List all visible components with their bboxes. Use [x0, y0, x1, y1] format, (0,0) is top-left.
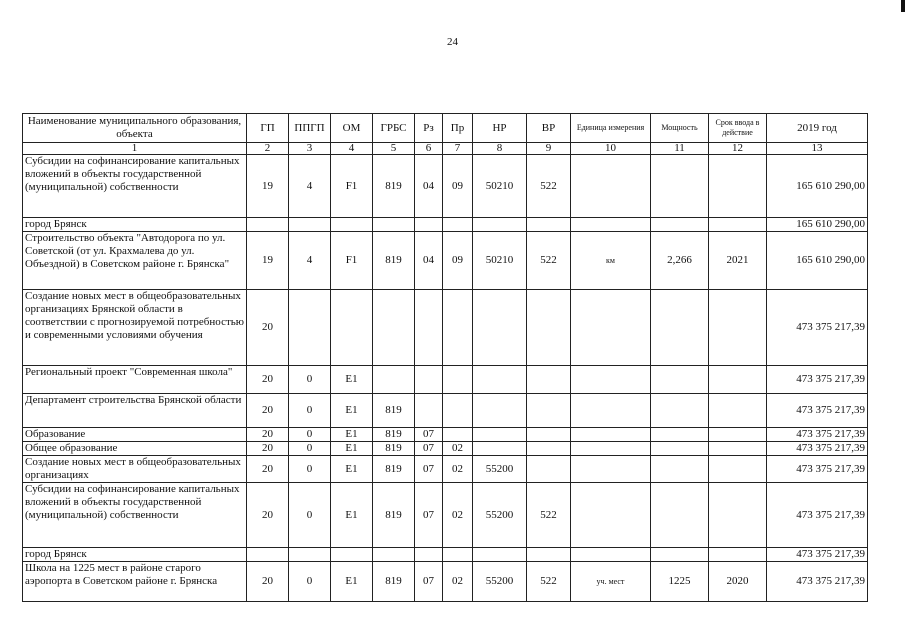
table-cell: 02	[443, 483, 473, 548]
table-cell	[651, 290, 709, 366]
header-cell: Рз	[415, 114, 443, 143]
index-cell: 6	[415, 143, 443, 155]
table-cell: 4	[289, 232, 331, 290]
table-cell: 0	[289, 442, 331, 456]
table-cell	[709, 483, 767, 548]
table-cell	[373, 290, 415, 366]
table-cell	[473, 366, 527, 394]
header-cell: ППГП	[289, 114, 331, 143]
row-name-cell: Департамент строительства Брянской области	[23, 394, 247, 428]
budget-table	[22, 113, 868, 602]
table-cell: 50210	[473, 155, 527, 218]
table-row	[23, 394, 868, 428]
table-cell: 20	[247, 456, 289, 483]
table-cell: 819	[373, 442, 415, 456]
index-cell: 9	[527, 143, 571, 155]
table-cell: 09	[443, 232, 473, 290]
table-cell: 819	[373, 483, 415, 548]
table-cell	[571, 548, 651, 562]
table-cell: 819	[373, 456, 415, 483]
table-cell	[709, 548, 767, 562]
table-cell	[527, 394, 571, 428]
table-cell: 55200	[473, 483, 527, 548]
table-cell: E1	[331, 562, 373, 602]
table-cell: 819	[373, 562, 415, 602]
row-name-cell: Региональный проект "Современная школа"	[23, 366, 247, 394]
table-cell	[651, 155, 709, 218]
table-cell: E1	[331, 394, 373, 428]
amount-cell: 473 375 217,39	[767, 394, 868, 428]
row-name-cell: Общее образование	[23, 442, 247, 456]
table-cell: 07	[415, 456, 443, 483]
table-cell	[571, 155, 651, 218]
amount-cell: 473 375 217,39	[767, 290, 868, 366]
table-cell	[527, 218, 571, 232]
row-name-cell: город Брянск	[23, 218, 247, 232]
table-cell	[709, 394, 767, 428]
header-row	[23, 114, 868, 143]
index-cell: 4	[331, 143, 373, 155]
table-cell	[709, 155, 767, 218]
table-row	[23, 548, 868, 562]
table-cell	[571, 428, 651, 442]
table-cell: 20	[247, 428, 289, 442]
table-row	[23, 218, 868, 232]
table-cell: 20	[247, 562, 289, 602]
table-cell: 522	[527, 232, 571, 290]
table-cell: 20	[247, 442, 289, 456]
table-cell: 819	[373, 155, 415, 218]
table-cell: 819	[373, 394, 415, 428]
index-row	[23, 143, 868, 155]
table-cell: 2020	[709, 562, 767, 602]
table-row	[23, 562, 868, 602]
table-cell: 4	[289, 155, 331, 218]
header-cell: Наименование муниципального образования, объекта	[23, 114, 247, 143]
table-row	[23, 456, 868, 483]
table-cell: уч. мест	[571, 562, 651, 602]
table-cell: 0	[289, 394, 331, 428]
amount-cell: 473 375 217,39	[767, 548, 868, 562]
table-cell	[527, 548, 571, 562]
table-cell	[373, 366, 415, 394]
index-cell: 3	[289, 143, 331, 155]
header-cell: Мощность	[651, 114, 709, 143]
table-cell	[651, 366, 709, 394]
index-cell: 1	[23, 143, 247, 155]
row-name-cell: город Брянск	[23, 548, 247, 562]
index-cell: 8	[473, 143, 527, 155]
table-row	[23, 290, 868, 366]
table-cell	[571, 290, 651, 366]
table-cell	[571, 456, 651, 483]
table-cell: 02	[443, 456, 473, 483]
amount-cell: 165 610 290,00	[767, 155, 868, 218]
table-cell	[571, 394, 651, 428]
table-cell	[289, 548, 331, 562]
table-row	[23, 155, 868, 218]
table-cell: 04	[415, 232, 443, 290]
table-cell	[415, 290, 443, 366]
row-name-cell: Образование	[23, 428, 247, 442]
amount-cell: 165 610 290,00	[767, 232, 868, 290]
table-cell	[571, 218, 651, 232]
table-cell	[709, 442, 767, 456]
table-cell: 07	[415, 428, 443, 442]
table-cell	[571, 366, 651, 394]
amount-cell: 473 375 217,39	[767, 442, 868, 456]
row-name-cell: Строительство объекта "Автодорога по ул. Советской (от ул. Крахмалева до ул. Объездной) в Советском районе г. Брянска"	[23, 232, 247, 290]
header-cell: НР	[473, 114, 527, 143]
amount-cell: 473 375 217,39	[767, 428, 868, 442]
table-cell	[571, 442, 651, 456]
table-cell: 07	[415, 442, 443, 456]
table-row	[23, 442, 868, 456]
index-cell: 12	[709, 143, 767, 155]
table-row	[23, 483, 868, 548]
table-cell: 2021	[709, 232, 767, 290]
table-cell: 55200	[473, 562, 527, 602]
table-cell	[527, 428, 571, 442]
table-cell	[651, 548, 709, 562]
table-cell: 522	[527, 562, 571, 602]
table-cell	[415, 548, 443, 562]
table-cell	[473, 394, 527, 428]
table-cell	[651, 218, 709, 232]
row-name-cell: Субсидии на софинансирование капитальных вложений в объекты государственной (муниципальной) собственности	[23, 155, 247, 218]
table-cell: F1	[331, 155, 373, 218]
table-cell: 07	[415, 483, 443, 548]
row-name-cell: Создание новых мест в общеобразовательных организациях	[23, 456, 247, 483]
table-cell	[473, 442, 527, 456]
table-cell	[651, 456, 709, 483]
index-cell: 2	[247, 143, 289, 155]
amount-cell: 473 375 217,39	[767, 562, 868, 602]
table-cell: 07	[415, 562, 443, 602]
table-cell	[651, 428, 709, 442]
table-cell	[415, 218, 443, 232]
index-cell: 10	[571, 143, 651, 155]
table-cell: 0	[289, 483, 331, 548]
table-cell: E1	[331, 483, 373, 548]
header-cell: ОМ	[331, 114, 373, 143]
header-cell: Единица измерения	[571, 114, 651, 143]
table-cell	[527, 442, 571, 456]
table-cell: E1	[331, 456, 373, 483]
table-cell: 0	[289, 366, 331, 394]
table-cell	[473, 290, 527, 366]
table-cell	[247, 548, 289, 562]
table-cell: 20	[247, 394, 289, 428]
amount-cell: 473 375 217,39	[767, 366, 868, 394]
table-cell: 02	[443, 442, 473, 456]
table-cell	[473, 428, 527, 442]
table-cell	[473, 218, 527, 232]
header-cell: ГРБС	[373, 114, 415, 143]
table-row	[23, 428, 868, 442]
table-cell	[373, 548, 415, 562]
table-cell: 09	[443, 155, 473, 218]
index-cell: 11	[651, 143, 709, 155]
table-cell	[709, 428, 767, 442]
table-cell: 2,266	[651, 232, 709, 290]
amount-cell: 473 375 217,39	[767, 483, 868, 548]
table-cell: 20	[247, 366, 289, 394]
header-cell: Срок ввода в действие	[709, 114, 767, 143]
table-cell: 819	[373, 428, 415, 442]
index-cell: 5	[373, 143, 415, 155]
row-name-cell: Субсидии на софинансирование капитальных вложений в объекты государственной (муниципальной) собственности	[23, 483, 247, 548]
table-cell	[651, 394, 709, 428]
table-cell	[571, 483, 651, 548]
table-cell	[443, 218, 473, 232]
index-cell: 13	[767, 143, 868, 155]
table-cell: 04	[415, 155, 443, 218]
page-number: 24	[447, 36, 458, 48]
edge-mark	[901, 0, 905, 12]
table-cell	[443, 428, 473, 442]
table-cell	[527, 290, 571, 366]
table-cell: 0	[289, 456, 331, 483]
table-cell: 19	[247, 155, 289, 218]
table-cell	[527, 456, 571, 483]
table-cell: E1	[331, 442, 373, 456]
row-name-cell: Школа на 1225 мест в районе старого аэропорта в Советском районе г. Брянска	[23, 562, 247, 602]
table-cell	[373, 218, 415, 232]
table-cell: F1	[331, 232, 373, 290]
table-cell: 522	[527, 483, 571, 548]
table-cell	[651, 483, 709, 548]
table-row	[23, 366, 868, 394]
table-cell	[527, 366, 571, 394]
table-cell: E1	[331, 366, 373, 394]
table-cell	[289, 218, 331, 232]
table-cell	[443, 394, 473, 428]
table-cell: 0	[289, 562, 331, 602]
table-cell	[331, 548, 373, 562]
table-cell	[709, 290, 767, 366]
table-cell	[415, 366, 443, 394]
table-cell: 20	[247, 290, 289, 366]
table-cell	[415, 394, 443, 428]
table-cell	[331, 290, 373, 366]
table-cell: 0	[289, 428, 331, 442]
header-cell: ГП	[247, 114, 289, 143]
header-cell: Пр	[443, 114, 473, 143]
table-row	[23, 232, 868, 290]
table-cell	[443, 366, 473, 394]
header-cell: 2019 год	[767, 114, 868, 143]
table-cell	[651, 442, 709, 456]
table-cell	[247, 218, 289, 232]
table-cell: 819	[373, 232, 415, 290]
header-cell: ВР	[527, 114, 571, 143]
table-cell	[331, 218, 373, 232]
table-cell	[443, 548, 473, 562]
table-cell: 19	[247, 232, 289, 290]
table-cell	[289, 290, 331, 366]
table-cell: 20	[247, 483, 289, 548]
table-cell	[709, 218, 767, 232]
amount-cell: 473 375 217,39	[767, 456, 868, 483]
amount-cell: 165 610 290,00	[767, 218, 868, 232]
table-cell: 522	[527, 155, 571, 218]
table-cell: 50210	[473, 232, 527, 290]
index-cell: 7	[443, 143, 473, 155]
table-cell: 02	[443, 562, 473, 602]
table-cell	[443, 290, 473, 366]
table-cell: 1225	[651, 562, 709, 602]
table-cell: E1	[331, 428, 373, 442]
table-cell	[709, 456, 767, 483]
table-cell	[709, 366, 767, 394]
row-name-cell: Создание новых мест в общеобразовательных организациях Брянской области в соответствии с прогнозируемой потребностью и современными условиями обучения	[23, 290, 247, 366]
table-cell: км	[571, 232, 651, 290]
table-cell: 55200	[473, 456, 527, 483]
table-cell	[473, 548, 527, 562]
